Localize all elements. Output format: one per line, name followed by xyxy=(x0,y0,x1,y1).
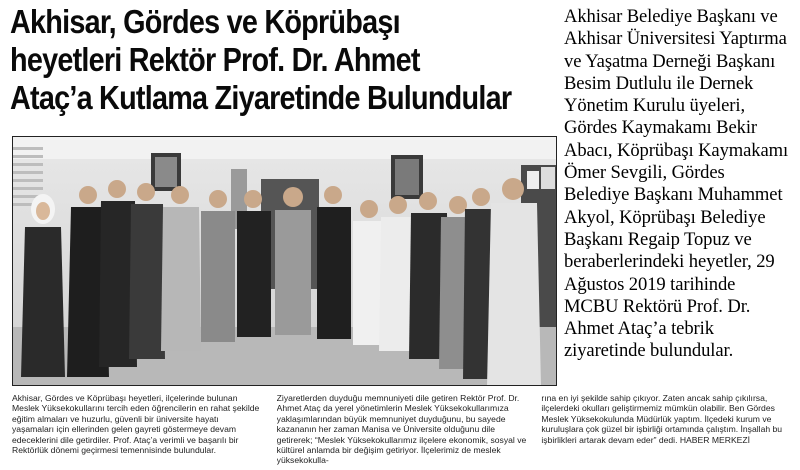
body-column-3-text: rına en iyi şekilde sahip çıkıyor. Zaten ancak sahip çıkılırsa, ilçelerdeki okulları geliştirmemiz mümkün olabilir. Ben Gördes Meslek Yüksekokulunda Müdürlük yaptım. İlçedeki kurum ve kuruluşlara çok güzel bir işbirliği ortamında çalıştım. İnşallah bu işbirlikleri artarak devam eder” dedi. HABER MERKEZİ xyxy=(541,393,783,445)
headline-line-2: heyetleri Rektör Prof. Dr. Ahmet xyxy=(10,42,420,79)
body-column-1-text: Akhisar, Gördes ve Köprübaşı heyetleri, ilçelerinde bulunan Meslek Yüksekokullarını tercih eden öğrencilerin en rahat şekilde eğitim almaları ve huzurlu, güvenli bir üniversite hayatı yaşamaları için ellerinden gelen gayreti göstermeye devam edeceklerini dile getirdiler. Prof. Ataç’a verimli ve başarılı bir Rektörlük dönemi geçirmesi temennisinde bulundular. xyxy=(12,393,260,456)
article-headline xyxy=(10,4,512,118)
body-column-1 xyxy=(12,393,263,468)
headline-line-1: Akhisar, Gördes ve Köprübaşı xyxy=(10,4,400,41)
article-body xyxy=(12,393,792,468)
body-column-3 xyxy=(541,393,792,468)
body-column-2-text: Ziyaretlerden duyduğu memnuniyeti dile getiren Rektör Prof. Dr. Ahmet Ataç da yerel yönetimlerin Meslek Yüksekokullarımıza yaklaşımlarından büyük memnuniyet duyduğunu, bu sayede kazananın her zaman Manisa ve Üniversite olduğunu dile getirerek; “Meslek Yüksekokullarımız ilçelere ekonomik, sosyal ve kültürel anlamda bir değişim getiriyor. İlçelerimiz de meslek yüksekokulla- xyxy=(276,393,527,466)
headline-line-3: Ataç’a Kutlama Ziyaretinde Bulundular xyxy=(10,80,512,117)
group-photo xyxy=(12,136,557,386)
lead-paragraph: Akhisar Belediye Başkanı ve Akhisar Üniversitesi Yaptırma ve Yaşatma Derneği Başkanı Besim Dutlulu ile Dernek Yönetim Kurulu üyeleri, Gördes Kaymakamı Bekir Abacı, Köprübaşı Kaymakamı Ömer Sevgili, Gördes Belediye Başkanı Muhammet Akyol, Köprübaşı Belediye Başkanı Regaip Topuz ve beraberlerindeki heyetler, 29 Ağustos 2019 tarihinde MCBU Rektörü Prof. Dr. Ahmet Ataç’a tebrik ziyaretinde bulundular. xyxy=(564,6,789,362)
body-column-2 xyxy=(277,393,528,468)
